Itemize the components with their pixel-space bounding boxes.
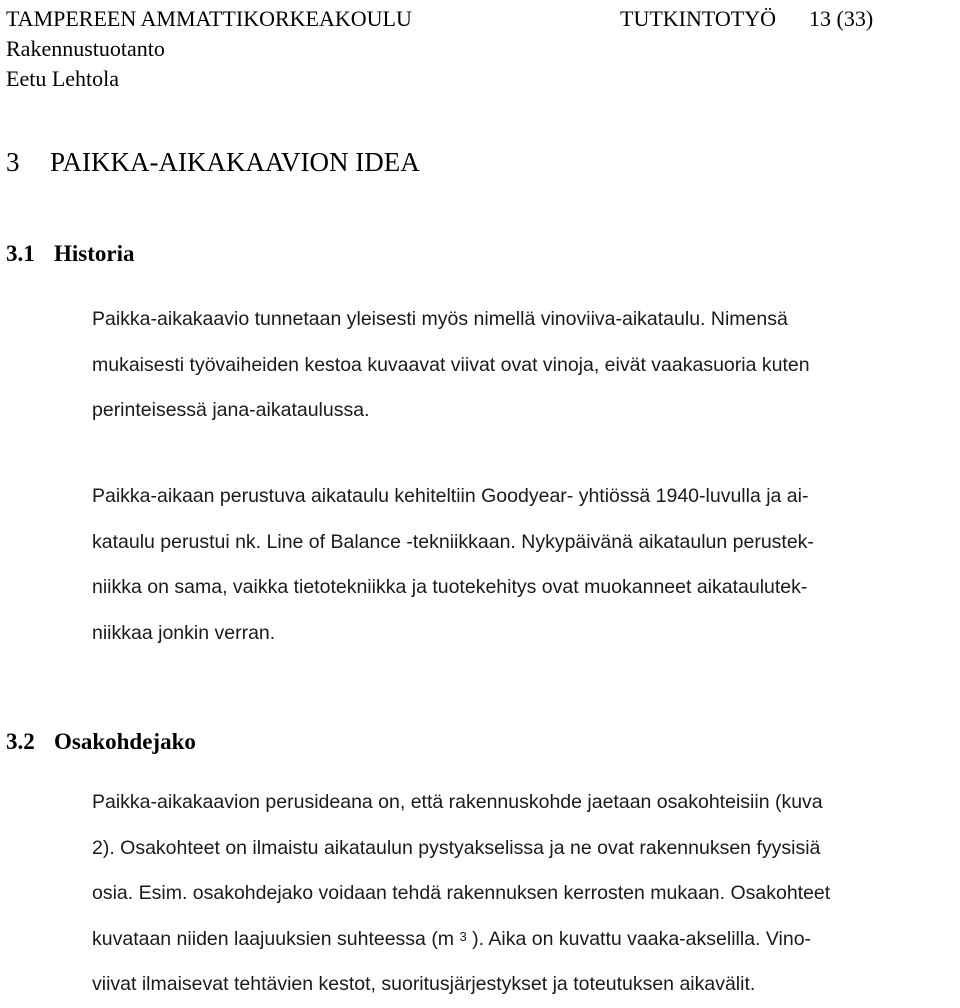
- text-line: Paikka-aikakaavion perusideana on, että rakennuskohde jaetaan osakohteisiin (kuva: [92, 791, 823, 813]
- section-heading-3: [6, 145, 420, 179]
- text-line: mukaisesti työvaiheiden kestoa kuvaavat viivat ovat vinoja, eivät vaakasuoria kuten: [92, 353, 810, 376]
- text-line: osia. Esim. osakohdejako voidaan tehdä rakennuksen kerrosten mukaan. Osakohteet: [92, 882, 831, 904]
- author-name: Eetu Lehtola: [6, 66, 120, 91]
- text-line: Paikka-aikaan perustuva aikataulu kehiteltiin Goodyear- yhtiössä 1940-luvulla ja ai-: [92, 485, 809, 507]
- subsection-number: 3.2: [6, 729, 35, 754]
- page-number: 13 (33): [809, 6, 874, 31]
- text-segment: kuvataan niiden laajuuksien suhteessa (m: [92, 927, 455, 950]
- header-left: [6, 4, 412, 94]
- paragraph-history-1: [92, 297, 952, 434]
- paragraph-history-2: [92, 474, 952, 656]
- subsection-number: 3.1: [6, 241, 35, 266]
- text-line: 2). Osakohteet on ilmaistu aikataulun pystyakselissa ja ne ovat rakennuksen fyysisiä: [92, 836, 821, 859]
- section-number: 3: [6, 147, 20, 177]
- paragraph-osakohdejako: [92, 780, 952, 1008]
- section-title: PAIKKA-AIKAKAAVION IDEA: [50, 147, 420, 177]
- text-line-with-superscript: [92, 917, 952, 963]
- section-heading-3-2: [6, 727, 196, 757]
- document-type: TUTKINTOTYÖ: [620, 6, 777, 31]
- institution-name: TAMPEREEN AMMATTIKORKEAKOULU: [6, 6, 412, 31]
- text-line: niikkaa jonkin verran.: [92, 621, 276, 644]
- section-heading-3-1: [6, 239, 135, 269]
- text-line: perinteisessä jana-aikataulussa.: [92, 399, 370, 421]
- subsection-title: Osakohdejako: [54, 729, 196, 754]
- department-name: Rakennustuotanto: [6, 36, 165, 61]
- text-line: Paikka-aikakaavio tunnetaan yleisesti myös nimellä vinoviiva-aikataulu. Nimensä: [92, 308, 788, 330]
- subsection-title: Historia: [54, 241, 135, 266]
- text-line: kataulu perustui nk. Line of Balance -tekniikkaan. Nykypäivänä aikataulun perustek-: [92, 530, 814, 553]
- header-right: [620, 4, 873, 34]
- text-line: niikka on sama, vaikka tietotekniikka ja tuotekehitys ovat muokanneet aikataulutek-: [92, 576, 808, 598]
- text-line: viivat ilmaisevat tehtävien kestot, suoritusjärjestykset ja toteutuksen aikavälit.: [92, 973, 756, 995]
- superscript-exponent: 3: [459, 928, 467, 944]
- text-segment: ). Aika on kuvattu vaaka-akselilla. Vino-: [472, 927, 812, 950]
